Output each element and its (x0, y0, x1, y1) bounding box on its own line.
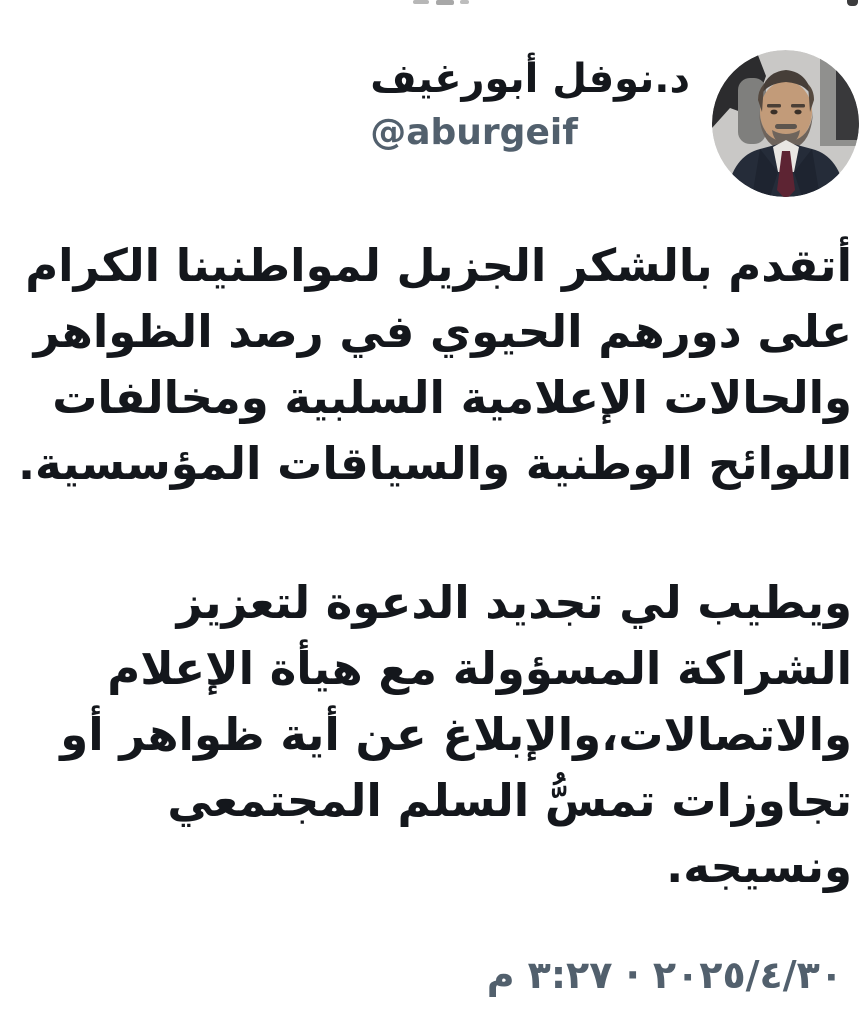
profile-photo-illustration (712, 50, 859, 197)
tweet-text-line: تجاوزات تمسُّ السلم المجتمعي (167, 774, 852, 827)
tweet-author (370, 50, 690, 158)
tweet-text-line: على دورهم الحيوي في رصد الظواهر (33, 305, 852, 358)
tweet-text-line: ونسيجه. (666, 840, 852, 893)
author-display-name[interactable]: د.نوفل أبورغيف (370, 56, 690, 102)
tweet-text-line: والاتصالات،والإبلاغ عن أية ظواهر أو (60, 708, 852, 761)
cropped-text-remnant (847, 0, 858, 6)
cropped-text-remnant (460, 0, 469, 4)
timestamp-date: ٢٠٢٥/٤/٣٠ (652, 953, 843, 997)
tweet-timestamp[interactable] (487, 950, 843, 1000)
author-handle[interactable]: @aburgeif (370, 112, 578, 153)
tweet-text-line: ويطيب لي تجديد الدعوة لتعزيز (176, 576, 852, 629)
avatar[interactable] (712, 50, 859, 197)
tweet-body-paragraph-2 (14, 570, 852, 900)
tweet-body-paragraph-1 (14, 233, 852, 497)
cropped-text-remnant (413, 0, 429, 4)
timestamp-period: م (486, 953, 515, 997)
cropped-text-remnant (436, 0, 454, 5)
tweet-text-line: والحالات الإعلامية السلبية ومخالفات (52, 371, 852, 424)
tweet-text-line: أتقدم بالشكر الجزيل لمواطنينا الكرام (25, 239, 852, 292)
tweet-text-line: اللوائح الوطنية والسياقات المؤسسية. (17, 437, 852, 490)
timestamp-time: ٣:٢٧ (527, 953, 613, 997)
timestamp-separator-dot: · (625, 953, 640, 997)
tweet-text-line: الشراكة المسؤولة مع هيأة الإعلام (107, 642, 852, 695)
